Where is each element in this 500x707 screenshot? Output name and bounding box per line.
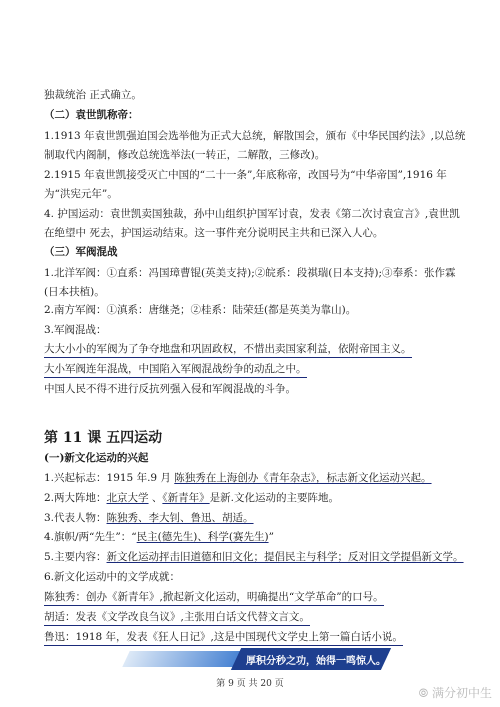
section-heading: （三）军阀混战 xyxy=(44,246,118,258)
text-line: 3.军阀混战： xyxy=(44,324,107,336)
text-line: 1.兴起标志：1915 年.9 月 陈独秀在上海创办《青年杂志》，标志新文化运动兴起。 xyxy=(44,472,432,484)
watermark: ⦾ 满分初中生 xyxy=(418,686,492,700)
text-paragraph: 1.1913 年袁世凯强迫国会选举他为正式大总统，解散国会，颁布《中华民国约法》,以总统制取代内阁制，修改总统选举法(一转正，二解散，三修改)。 xyxy=(44,130,466,161)
section-heading: (一)新文化运动的兴起 xyxy=(44,452,149,464)
text-line xyxy=(44,342,470,358)
text-line: 6.新文化运动中的文学成就： xyxy=(44,571,181,583)
text-line: 2.南方军阀：①滇系：唐继尧；②桂系：陆荣廷(都是英美为靠山)。 xyxy=(44,304,357,316)
text-line: 4.旗帜/两“先生”：“民主(德先生)、科学(赛先生)” xyxy=(44,531,274,543)
text-line: 5.主要内容：新文化运动抨击旧道德和旧文化；提倡民主与科学；反对旧文学提倡新文学。 xyxy=(44,551,464,563)
slogan-text: 厚积分秒之功，始得一鸣惊人。 xyxy=(246,656,386,667)
lesson-title: 第 11 课 五四运动 xyxy=(44,430,163,446)
text-line: 陈独秀：创办《新青年》,掀起新文化运动，明确提出“文学革命”的口号。 xyxy=(44,590,470,606)
text-line: 胡适：发表《文学改良刍议》,主张用白话文代替文言文。 xyxy=(44,610,470,626)
text-line: 独裁统治 正式确立。 xyxy=(44,89,142,101)
page-number: 第 9 页 共 20 页 xyxy=(216,679,284,689)
footer-banner xyxy=(126,648,386,670)
text-paragraph: 1.北洋军阀：①直系：冯国璋曹锟(英美支持);②皖系：段祺瑞(日本支持);③奉系：张作霖(日本扶植)。 xyxy=(44,267,456,298)
text-line: 3.代表人物：陈独秀、李大钊、鲁迅、胡适。 xyxy=(44,512,254,524)
text-paragraph: 2.1915 年袁世凯接受灭亡中国的“二十一条”,年底称帝，改国号为“中华帝国”,1916 年为“洪宪元年”。 xyxy=(44,169,447,200)
text-line xyxy=(44,362,470,378)
text-line: 中国人民不得不进行反抗列强入侵和军阀混战的斗争。 xyxy=(44,383,296,395)
text-paragraph: 4. 护国运动：袁世凯卖国独裁，孙中山组织护国军讨袁，发表《第二次讨袁宣言》,袁世凯在绝望中 死去，护国运动结束。这一事件充分说明民主共和已深入人心。 xyxy=(44,208,460,239)
section-heading: （二）袁世凯称帝： xyxy=(44,109,139,121)
underlined-text: 大小军阀连年混战，中国陷入军阀混战纷争的动乱之中。 xyxy=(44,362,307,378)
underlined-text: 大大小小的军阀为了争夺地盘和巩固政权，不惜出卖国家利益，依附帝国主义。 xyxy=(44,342,412,358)
text-line: 2.两大阵地：北京大学 、《新青年》是新.文化运动的主要阵地。 xyxy=(44,492,339,504)
text-line: 鲁迅：1918 年，发表《狂人日记》,这是中国现代文学史上第一篇白话小说。 xyxy=(44,630,470,646)
